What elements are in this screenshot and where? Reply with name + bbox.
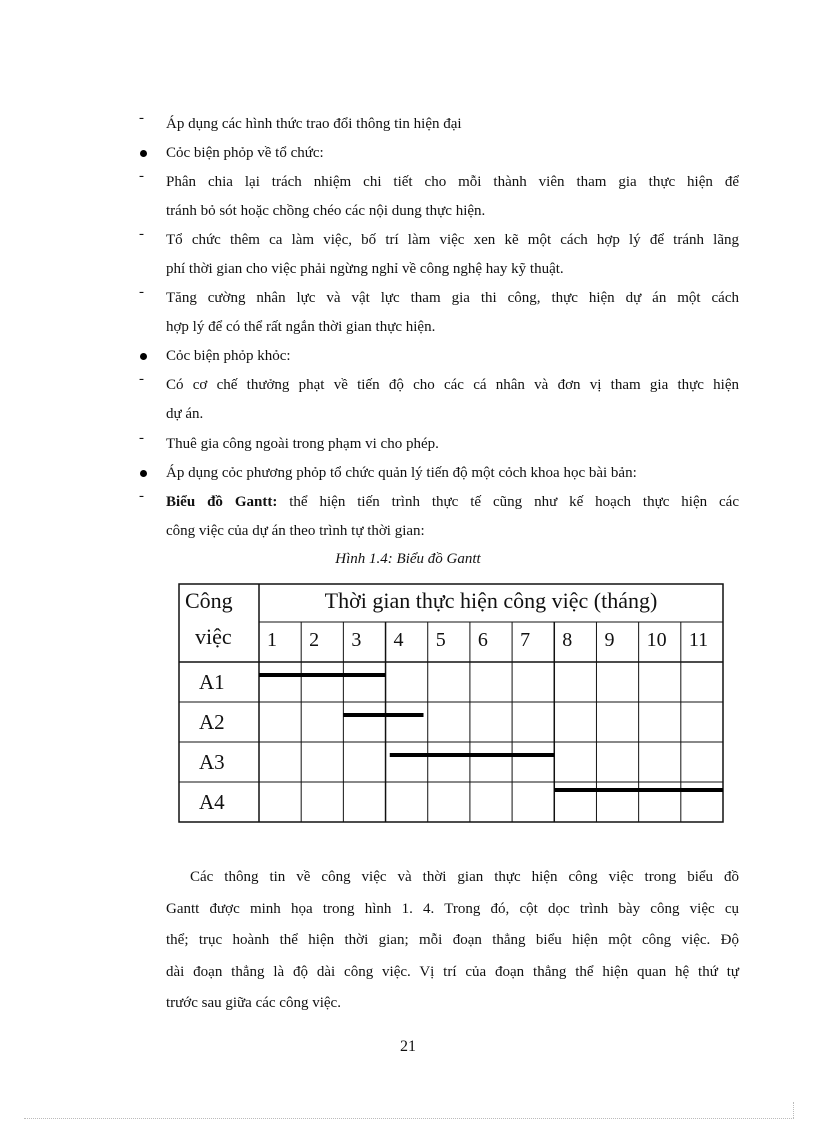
list-item-text: Cỏc biện phỏp khỏc:	[166, 348, 291, 364]
gantt-description: thể hiện tiến trình thực tế cũng như kế hoạch thực hiện các	[277, 494, 739, 510]
task-label: A1	[199, 670, 225, 694]
list-item-text: dự án.	[166, 406, 204, 422]
task-label: A2	[199, 710, 225, 734]
list-item-text: công việc của dự án theo trình tự thời gian:	[166, 523, 425, 539]
paragraph-line: Các thông tin về công việc và thời gian thực hiện công việc trong biểu đồ	[190, 869, 739, 885]
page-number: 21	[400, 1038, 416, 1055]
dash-marker: -	[139, 226, 144, 242]
list-item-text: Tăng cường nhân lực và vật lực tham gia thi công, thực hiện dự án một cách	[166, 290, 739, 306]
list-item-text: Phân chia lại trách nhiệm chi tiết cho mỗi thành viên tham gia thực hiện để	[166, 174, 739, 190]
page-border-bottom	[24, 1118, 794, 1119]
month-tick-label: 7	[520, 629, 531, 651]
dash-marker: -	[139, 284, 144, 300]
paragraph-line: thể; trục hoành thể hiện thời gian; mỗi đoạn thẳng biểu hiện một công việc. Độ	[166, 932, 739, 948]
month-tick-label: 3	[351, 629, 362, 651]
list-item-text: tránh bỏ sót hoặc chồng chéo các nội dung thực hiện.	[166, 203, 486, 219]
figure-caption: Hình 1.4: Biểu đồ Gantt	[335, 551, 481, 567]
list-item-text: Thuê gia công ngoài trong phạm vi cho phép.	[166, 436, 439, 452]
paragraph-line: dài đoạn thẳng là độ dài công việc. Vị trí của đoạn thẳng thể hiện quan hệ thứ tự	[166, 963, 739, 980]
list-item-text: Có cơ chế thưởng phạt về tiến độ cho các cá nhân và đơn vị tham gia thực hiện	[166, 377, 739, 393]
list-item-text: phí thời gian cho việc phải ngừng nghỉ về công nghệ hay kỹ thuật.	[166, 261, 564, 277]
body-paragraph	[166, 862, 739, 1020]
month-tick-label: 11	[688, 629, 709, 651]
list-item-text: Áp dụng cỏc phương phỏp tổ chức quản lý tiến độ một cỏch khoa học bài bản:	[166, 465, 637, 481]
paragraph-line: trước sau giữa các công việc.	[166, 995, 341, 1011]
month-tick-label: 9	[604, 629, 615, 651]
header-task-label: việc	[195, 624, 232, 649]
month-tick-label: 1	[267, 629, 277, 651]
table-frame	[179, 584, 723, 822]
task-label: A3	[199, 750, 225, 774]
list-item-text: hợp lý để có thể rất ngắn thời gian thực hiện.	[166, 319, 436, 335]
month-tick-label: 6	[477, 629, 488, 651]
gantt-chart	[177, 582, 727, 828]
dash-marker: -	[139, 488, 144, 504]
gantt-term: Biểu đồ Gantt:	[166, 494, 278, 510]
header-time-label: Thời gian thực hiện công việc (tháng)	[324, 588, 658, 613]
list-item-text: Tổ chức thêm ca làm việc, bố trí làm việc xen kẽ một cách hợp lý để tránh lãng	[166, 232, 739, 248]
bullet-icon	[140, 150, 147, 157]
bullet-icon	[140, 353, 147, 360]
dash-marker: -	[139, 168, 144, 184]
bullet-icon	[140, 470, 147, 477]
dash-marker: -	[139, 110, 144, 126]
month-tick-label: 5	[435, 629, 446, 651]
month-tick-label: 8	[562, 629, 573, 651]
month-tick-label: 10	[646, 629, 667, 651]
month-tick-label: 4	[393, 629, 404, 651]
header-task-label: Công	[185, 588, 233, 613]
list-item-text: Cỏc biện phỏp về tổ chức:	[166, 145, 324, 161]
task-label: A4	[199, 790, 225, 814]
list-item-text	[166, 488, 739, 517]
page-border-right	[793, 1102, 794, 1118]
month-tick-label: 2	[309, 629, 320, 651]
gantt-chart-svg	[177, 582, 727, 828]
dash-marker: -	[139, 430, 144, 446]
paragraph-line: Gantt được minh họa trong hình 1. 4. Trong đó, cột dọc trình bày công việc cụ	[166, 900, 739, 917]
list-item-text: Áp dụng các hình thức trao đổi thông tin hiện đại	[166, 116, 462, 132]
dash-marker: -	[139, 371, 144, 387]
